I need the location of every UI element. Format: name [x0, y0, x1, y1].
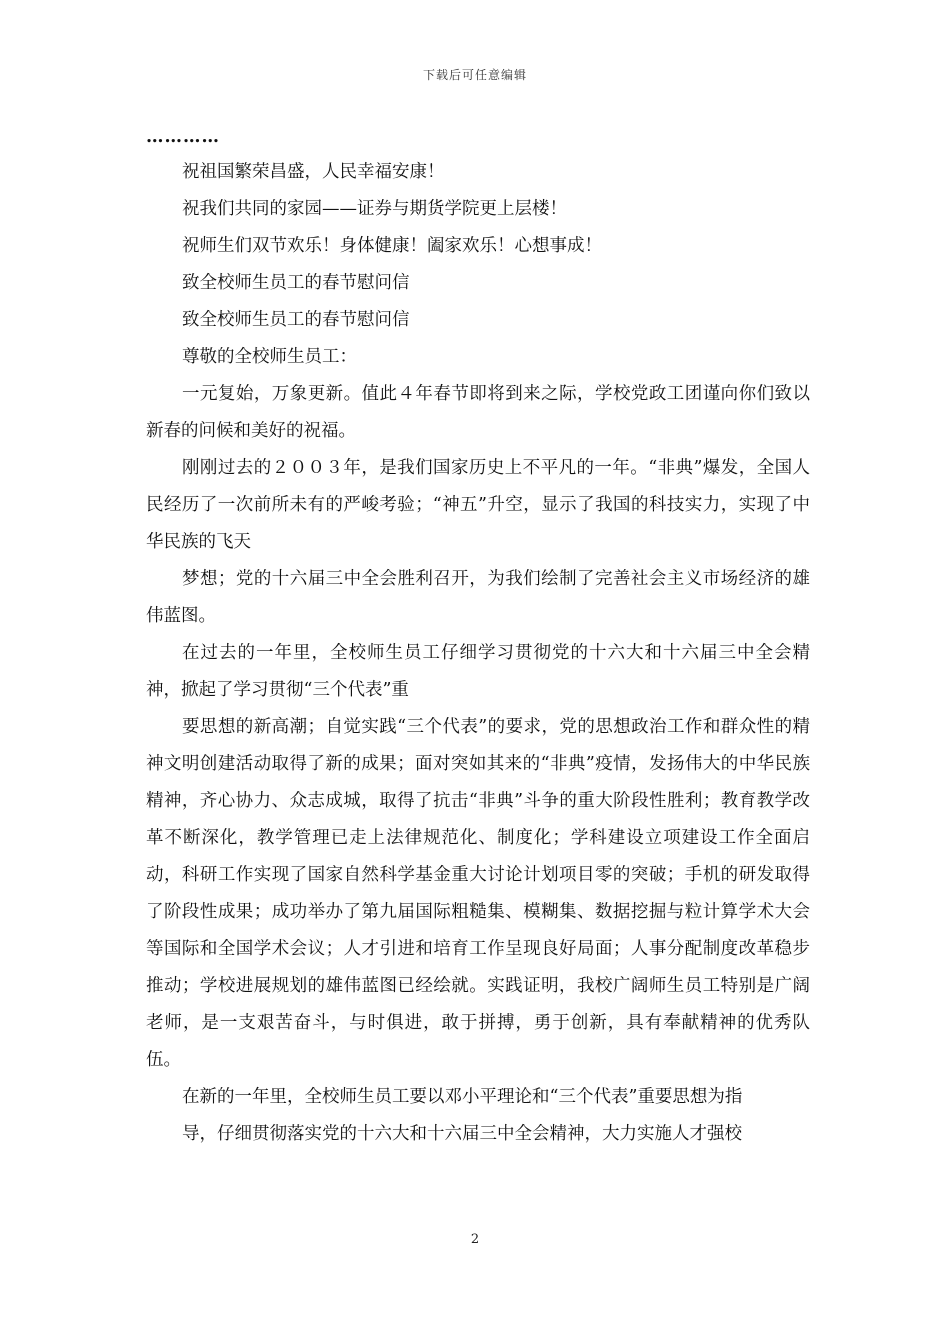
salutation: 尊敬的全校师生员工：	[182, 347, 357, 367]
letter-title: 致全校师生员工的春节慰问信	[182, 310, 410, 330]
paragraph: 要思想的新高潮；自觉实践“三个代表”的要求，党的思想政治工作和群众性的精神文明创建活动取得了新的成果；面对突如其来的“非典”疫情，发扬伟大的中华民族精神，齐心协力、众志成城，取得了抗击“非典”斗争的重大阶段性胜利；教育教学改革不断深化，教学管理已走上法律规范化、制度化；学科建设立项建设工作全面启动，科研工作实现了国家自然科学基金重大讨论计划项目零的突破；手机的研发取得了阶段性成果；成功举办了第九届国际粗糙集、模糊集、数据挖掘与粒计算学术大会等国际和全国学术会议；人才引进和培育工作呈现良好局面；人事分配制度改革稳步推动；学校进展规划的雄伟蓝图已经绘就。实践证明，我校广阔师生员工特别是广阔老师，是一支艰苦奋斗，与时俱进，敢于拼搏，勇于创新，具有奉献精神的优秀队伍。	[146, 717, 810, 1070]
paragraph: 在过去的一年里，全校师生员工仔细学习贯彻党的十六大和十六届三中全会精神，掀起了学习贯彻“三个代表”重	[146, 643, 810, 700]
letter-title: 致全校师生员工的春节慰问信	[182, 273, 410, 293]
paragraph: 一元复始，万象更新。值此４年春节即将到来之际，学校党政工团谨向你们致以新春的问候和美好的祝福。	[146, 384, 810, 441]
paragraph: 梦想；党的十六届三中全会胜利召开，为我们绘制了完善社会主义市场经济的雄伟蓝图。	[146, 569, 810, 626]
paragraph: 祝师生们双节欢乐！身体健康！阖家欢乐！心想事成！	[182, 236, 602, 256]
page-header: 下载后可任意编辑	[422, 68, 527, 82]
paragraph: 刚刚过去的２００３年，是我们国家历史上不平凡的一年。“非典”爆发，全国人民经历了一次前所未有的严峻考验；“神五”升空，显示了我国的科技实力，实现了中华民族的飞天	[146, 458, 810, 552]
paragraph: 在新的一年里，全校师生员工要以邓小平理论和“三个代表”重要思想为指	[182, 1087, 743, 1107]
paragraph: 导，仔细贯彻落实党的十六大和十六届三中全会精神，大力实施人才强校	[182, 1124, 742, 1144]
document-body	[146, 120, 810, 1153]
page-number: 2	[470, 1232, 480, 1247]
paragraph: 祝我们共同的家园——证券与期货学院更上层楼！	[182, 199, 567, 219]
ellipsis-line: …………	[146, 127, 220, 147]
paragraph: 祝祖国繁荣昌盛，人民幸福安康！	[182, 162, 445, 182]
